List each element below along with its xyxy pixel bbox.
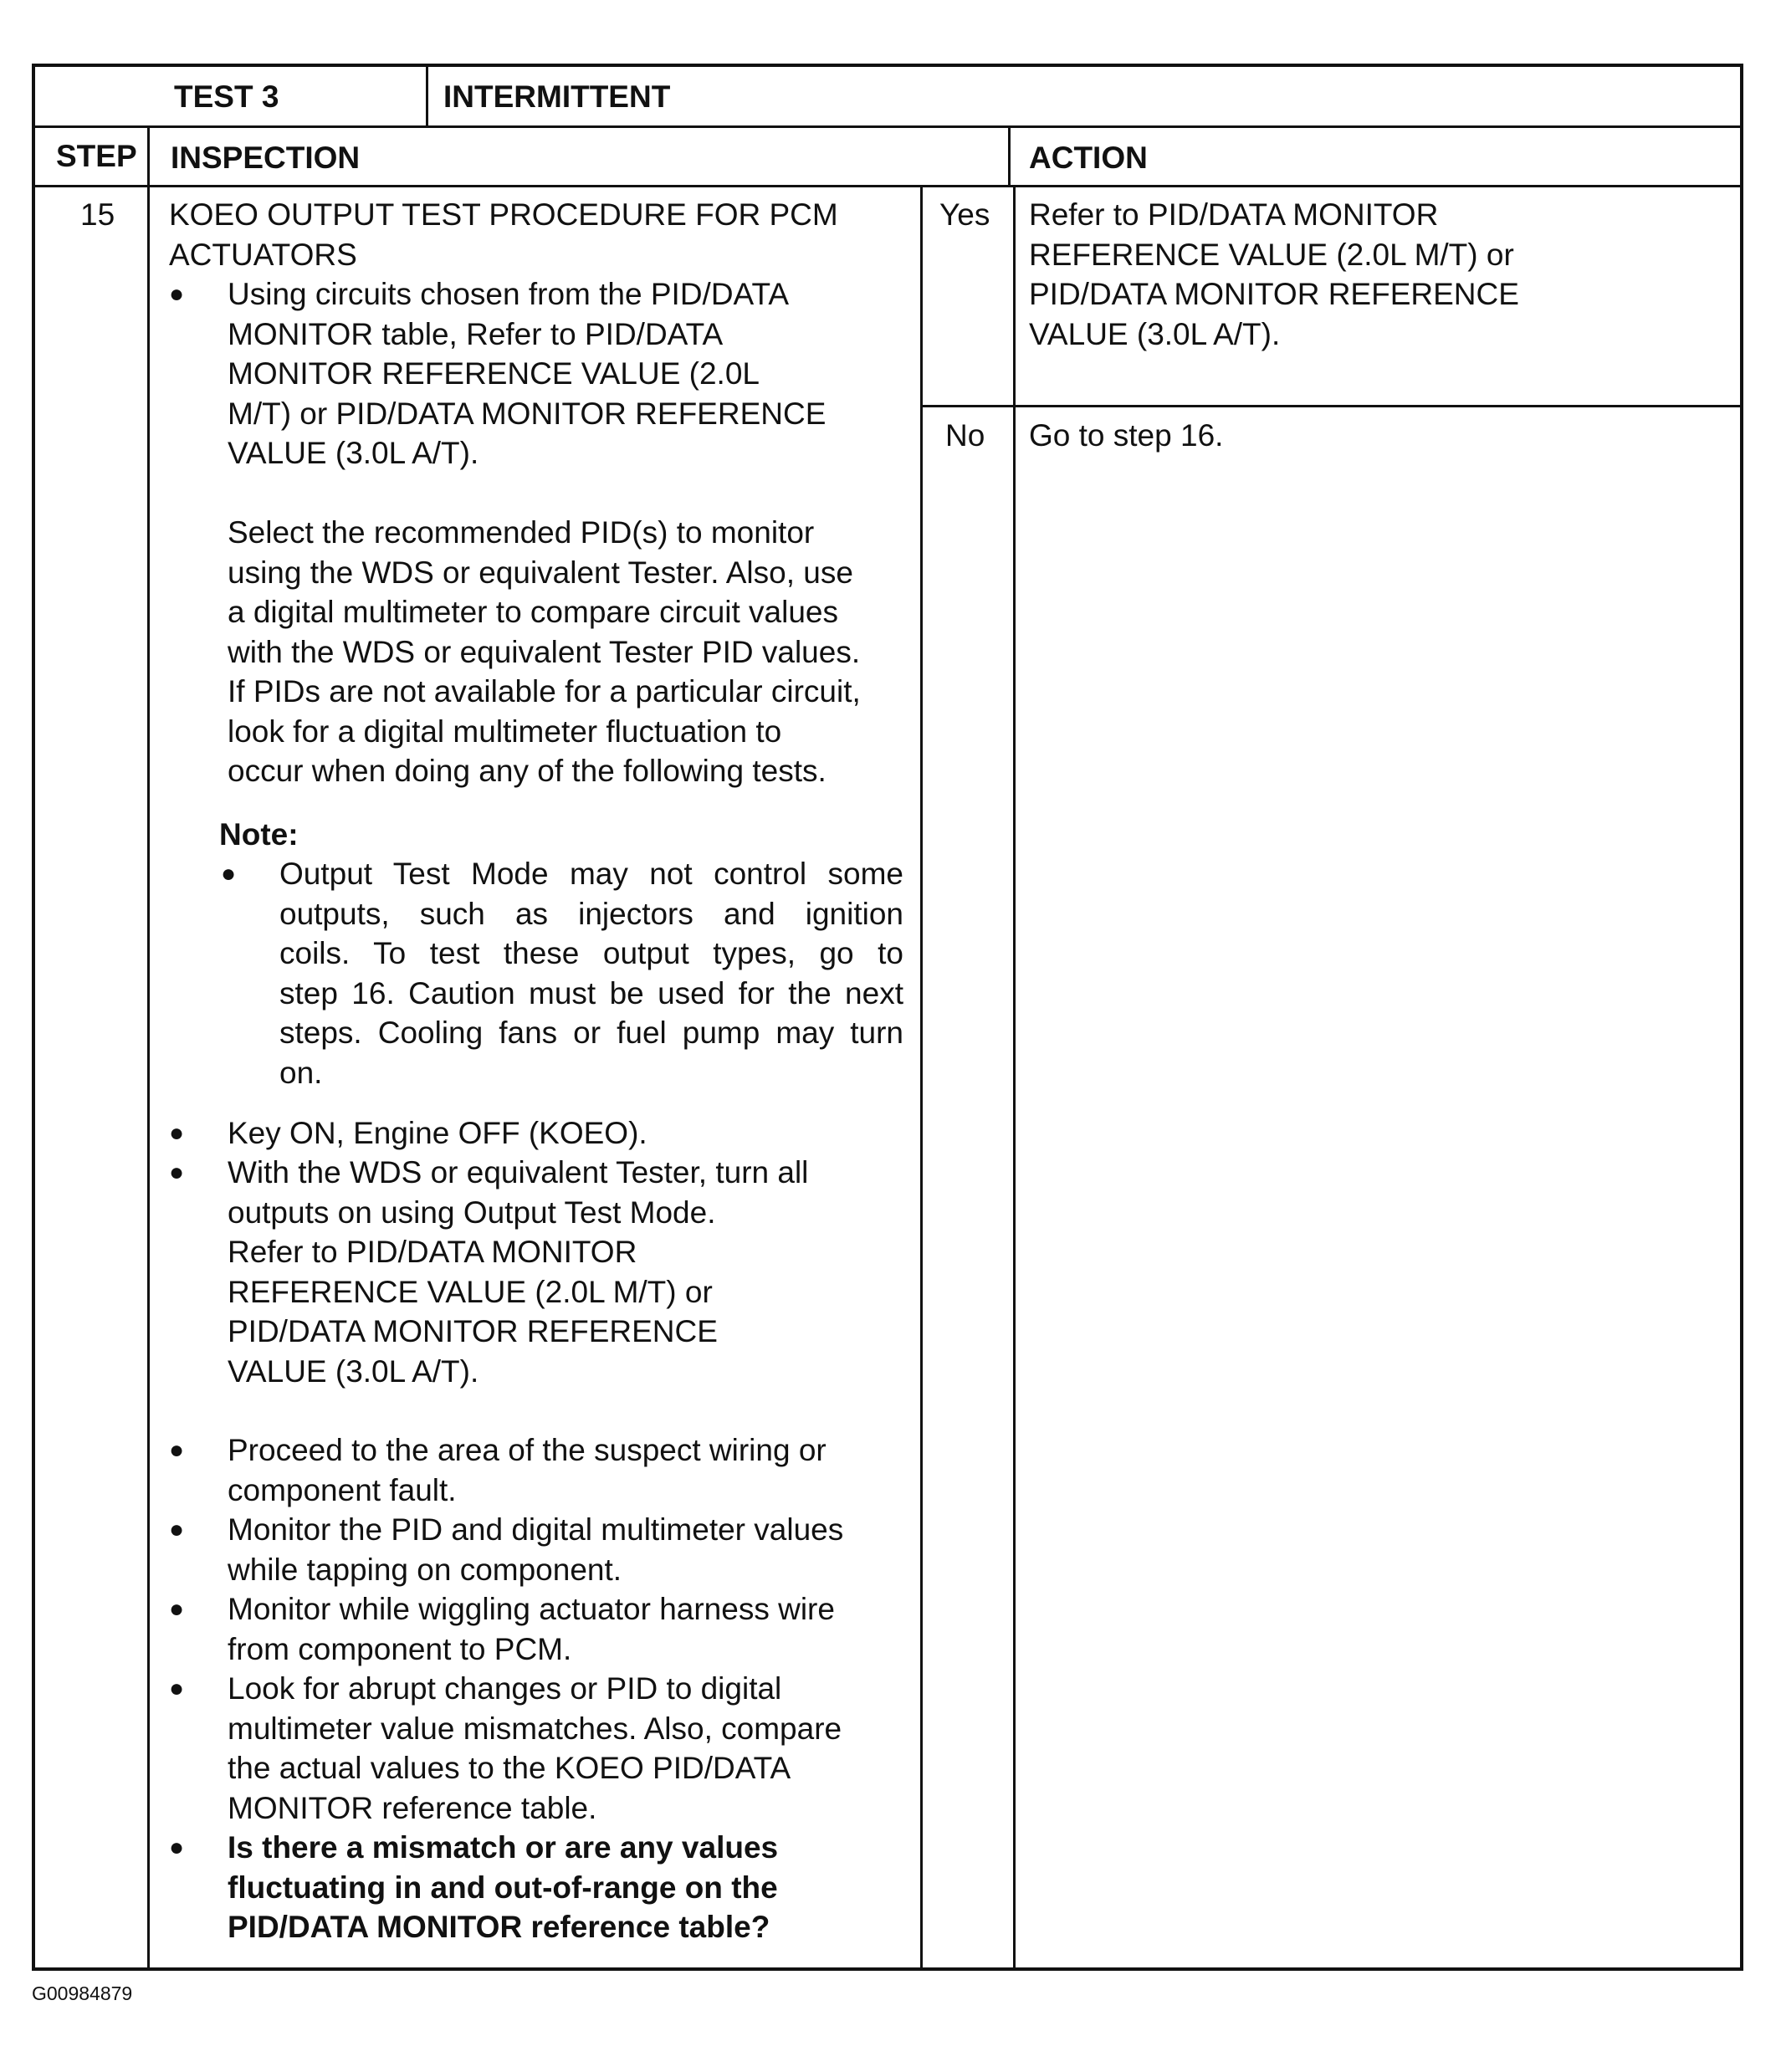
bullet-marker: ● xyxy=(169,1436,185,1464)
step-number: 15 xyxy=(80,197,115,232)
no-action: Go to step 16. xyxy=(1029,418,1224,453)
text-line: outputs on using Output Test Mode. xyxy=(228,1195,716,1230)
text-line: REFERENCE VALUE (2.0L M/T) or xyxy=(1029,237,1514,272)
text-line: REFERENCE VALUE (2.0L M/T) or xyxy=(228,1274,713,1309)
column-header-divider xyxy=(32,185,1743,187)
bullet-marker: ● xyxy=(169,1119,185,1147)
figure-id: G00984879 xyxy=(32,1982,133,2004)
test-title: INTERMITTENT xyxy=(443,79,671,114)
text-line: steps. Cooling fans or fuel pump may turn xyxy=(279,1016,903,1050)
text-line: occur when doing any of the following tests. xyxy=(228,754,827,788)
bullet-marker: ● xyxy=(169,1516,185,1543)
text-line: with the WDS or equivalent Tester PID values. xyxy=(228,634,861,669)
bullet-item-output-test xyxy=(228,1153,808,1391)
text-line: VALUE (3.0L A/T). xyxy=(1029,316,1281,351)
text-line: PID/DATA MONITOR REFERENCE xyxy=(228,1314,718,1348)
text-line: VALUE (3.0L A/T). xyxy=(228,436,479,470)
text-line: Output Test Mode may not control some xyxy=(279,857,903,891)
text-line: Select the recommended PID(s) to monitor xyxy=(228,515,815,550)
bullet-item-tapping xyxy=(228,1510,843,1589)
yes-label: Yes xyxy=(939,197,990,232)
bullet-marker: ● xyxy=(169,280,185,308)
text-line: Refer to PID/DATA MONITOR xyxy=(228,1235,637,1269)
text-line: Is there a mismatch or are any values xyxy=(228,1830,779,1865)
inspection-column-header: INSPECTION xyxy=(171,141,361,175)
text-line: the actual values to the KOEO PID/DATA xyxy=(228,1751,791,1785)
text-line: from component to PCM. xyxy=(228,1631,572,1666)
text-line: VALUE (3.0L A/T). xyxy=(228,1353,479,1389)
text-line: fluctuating in and out-of-range on the xyxy=(228,1870,778,1905)
action-header-divider xyxy=(1008,125,1011,187)
text-line: Using circuits chosen from the PID/DATA xyxy=(228,277,790,311)
text-line: outputs, such as injectors and ignition xyxy=(279,896,903,931)
bullet-item-proceed xyxy=(228,1430,827,1510)
text-line: Proceed to the area of the suspect wiring or xyxy=(228,1433,827,1467)
text-line: Monitor the PID and digital multimeter values xyxy=(228,1512,844,1547)
step-column-header: STEP xyxy=(56,139,137,173)
inspection-title xyxy=(169,195,838,274)
instruction-paragraph xyxy=(228,513,861,791)
text-line: M/T) or PID/DATA MONITOR REFERENCE xyxy=(228,396,827,431)
yes-no-divider xyxy=(920,405,1743,407)
text-line: With the WDS or equivalent Tester, turn all xyxy=(228,1155,809,1189)
text-line: multimeter value mismatches. Also, compare xyxy=(228,1711,842,1746)
answer-column-right-divider xyxy=(1013,185,1016,1971)
inspection-question xyxy=(228,1828,778,1947)
answer-column-left-divider xyxy=(920,185,923,1971)
text-line: look for a digital multimeter fluctuation to xyxy=(228,714,782,749)
text-line: PID/DATA MONITOR REFERENCE xyxy=(1029,277,1519,311)
text-line: on. xyxy=(279,1055,323,1090)
bullet-marker: ● xyxy=(169,1595,185,1623)
text-line: PID/DATA MONITOR reference table? xyxy=(228,1910,770,1944)
inspection-title-line: ACTUATORS xyxy=(169,237,357,272)
bullet-marker: ● xyxy=(169,1159,185,1186)
text-line: using the WDS or equivalent Tester. Also, use xyxy=(228,555,853,590)
text-line: coils. To test these output types, go to xyxy=(279,936,903,970)
bullet-item-abrupt-changes xyxy=(228,1669,842,1828)
bullet-item-koeo: Key ON, Engine OFF (KOEO). xyxy=(228,1116,647,1150)
bullet-item-circuits xyxy=(228,274,826,473)
test-title-divider xyxy=(426,64,428,127)
text-line: If PIDs are not available for a particular circuit, xyxy=(228,674,861,709)
text-line: Monitor while wiggling actuator harness wire xyxy=(228,1592,835,1626)
text-line: while tapping on component. xyxy=(228,1552,622,1587)
test-label: TEST 3 xyxy=(174,79,279,114)
text-line: MONITOR REFERENCE VALUE (2.0L xyxy=(228,356,760,391)
text-line: Look for abrupt changes or PID to digital xyxy=(228,1671,782,1706)
note-label: Note: xyxy=(219,817,299,852)
text-line: a digital multimeter to compare circuit values xyxy=(228,595,839,629)
header-divider xyxy=(32,125,1743,128)
action-column-header: ACTION xyxy=(1029,141,1148,175)
step-column-divider xyxy=(147,125,150,1971)
text-line: MONITOR reference table. xyxy=(228,1790,597,1825)
inspection-title-line: KOEO OUTPUT TEST PROCEDURE FOR PCM xyxy=(169,197,838,232)
bullet-marker: ● xyxy=(169,1675,185,1702)
text-line: component fault. xyxy=(228,1472,457,1507)
text-line: MONITOR table, Refer to PID/DATA xyxy=(228,316,724,351)
bullet-item-wiggling xyxy=(228,1589,835,1669)
bullet-marker: ● xyxy=(221,860,237,888)
text-line: Refer to PID/DATA MONITOR xyxy=(1029,197,1439,232)
no-label: No xyxy=(945,418,985,453)
yes-action xyxy=(1029,195,1519,354)
note-text xyxy=(279,854,903,1092)
bullet-marker: ● xyxy=(169,1834,185,1861)
text-line: step 16. Caution must be used for the next xyxy=(279,975,903,1010)
